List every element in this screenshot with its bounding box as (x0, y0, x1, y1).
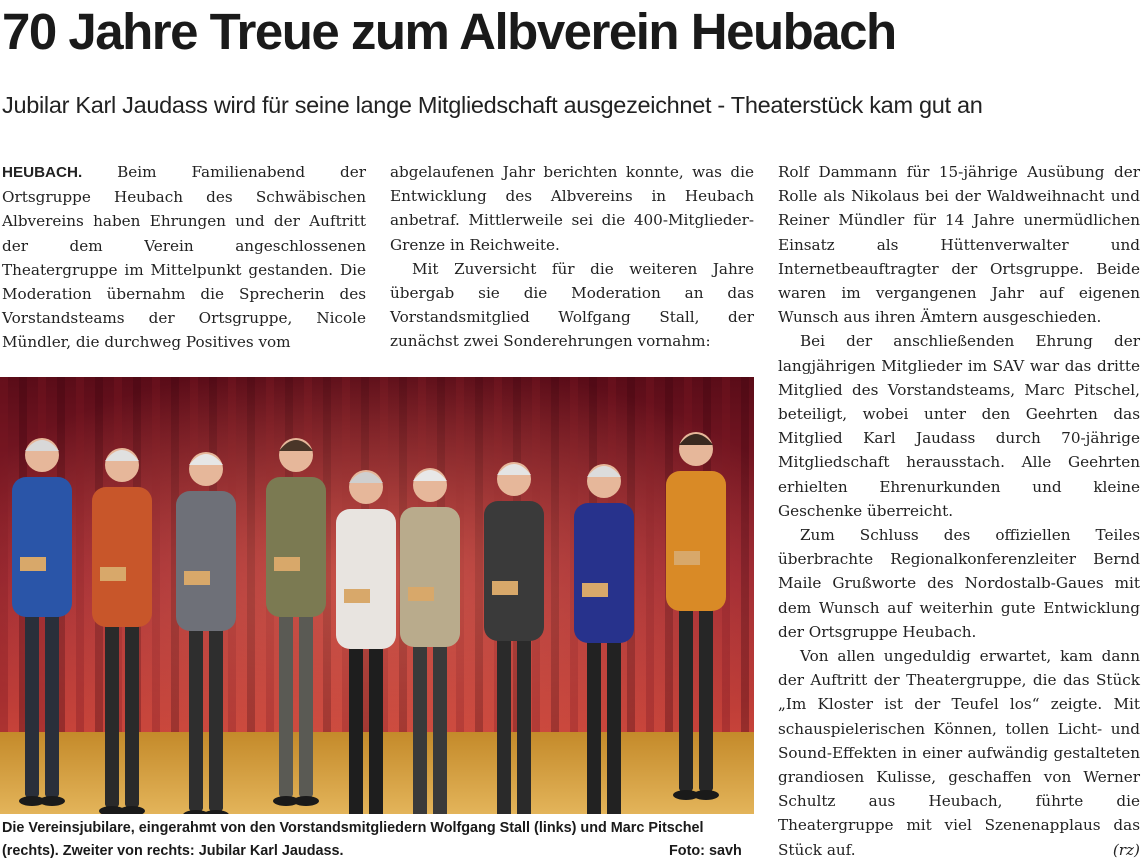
paragraph: Rolf Dammann für 15-jährige Ausübung der Rolle als Nikolaus bei der Waldweihnacht und Reiner Mündler für 14 Jahre unermüdlichen Einsatz als Hüttenverwalter und Internetbeauftragter der Ortsgruppe. Beide waren im vergangenen Jahr auf eigenen Wunsch aus ihren Ämtern ausgeschieden. (778, 163, 1140, 327)
gift-box (582, 583, 608, 597)
paragraph: abgelaufenen Jahr berichten konnte, was die Entwicklung des Albvereins in Heubach anbetraf. Mittlerweile sei die 400-Mitglieder-Grenze in Reichweite. (390, 163, 754, 254)
person-leg (607, 633, 621, 814)
person-leg (299, 607, 313, 797)
person-torso (666, 471, 726, 611)
person-leg (45, 607, 59, 797)
person-torso (266, 477, 326, 617)
person-torso (400, 507, 460, 647)
person-leg (25, 607, 39, 797)
person-leg (209, 621, 223, 811)
paragraph (2, 160, 366, 355)
dateline: HEUBACH. (2, 164, 83, 181)
person-torso (12, 477, 72, 617)
person-torso (176, 491, 236, 631)
gift-box (344, 589, 370, 603)
author-initials: (rz) (1112, 840, 1140, 859)
person-torso (92, 487, 152, 627)
person-leg (413, 637, 427, 814)
person-torso (484, 501, 544, 641)
gift-box (408, 587, 434, 601)
person-shoe (293, 796, 319, 806)
person-leg (699, 601, 713, 791)
person-leg (517, 631, 531, 814)
gift-box (20, 557, 46, 571)
paragraph-text: Von allen ungeduldig erwartet, kam dann der Auftritt der Theatergruppe, die das Stück „Im Kloster ist der Teufel los“ zeigte. Mit schauspielerischen Können, tollen Licht- und Sound-Effekten in einer aufwändig gestalteten grandiosen Kulisse, geschaffen von Werner Schultz aus Heubach, führte die Theatergruppe mit viel Szenenapplaus das Stück auf. (778, 647, 1140, 859)
person-leg (369, 639, 383, 814)
person-leg (433, 637, 447, 814)
person-leg (125, 617, 139, 807)
gift-box (184, 571, 210, 585)
article-headline: 70 Jahre Treue zum Albverein Heubach (2, 3, 896, 60)
person-leg (105, 617, 119, 807)
person-shoe (39, 796, 65, 806)
gift-box (100, 567, 126, 581)
paragraph-text: Beim Familienabend der Ortsgruppe Heubach des Schwäbischen Albvereins haben Ehrungen und der Auftritt der dem Verein angeschlossenen Theatergruppe im Mittelpunkt gestanden. Die Moderation übernahm die Sprecherin des Vorstandsteams der Ortsgruppe, Nicole Mündler, die durchweg Positives vom (2, 163, 367, 352)
paragraph: Mit Zuversicht für die weiteren Jahre übergab sie die Moderation an das Vorstandsmitglied Wolfgang Stall, der zunächst zwei Sonderehrungen vornahm: (390, 259, 754, 351)
person-leg (679, 601, 693, 791)
photo-credit: Foto: savh (669, 843, 742, 859)
article-column-2 (390, 160, 754, 354)
paragraph (778, 644, 1140, 862)
person-leg (349, 639, 363, 814)
article-column-1 (2, 160, 366, 355)
person-leg (587, 633, 601, 814)
group-photo (0, 377, 754, 814)
person-torso (336, 509, 396, 649)
person-leg (497, 631, 511, 814)
person-leg (189, 621, 203, 811)
person-leg (279, 607, 293, 797)
person-shoe (693, 790, 719, 800)
photo-illustration (0, 377, 754, 814)
person-torso (574, 503, 634, 643)
gift-box (674, 551, 700, 565)
paragraph: Bei der anschließenden Ehrung der langjährigen Mitglieder im SAV war das dritte Mitglied des Vorstandsteams, Marc Pitschel, beteiligt, wobei unter den Geehrten das Mitglied Karl Jaudass durch 70-jährige Mitgliedschaft herausstach. Alle Geehrten erhielten Ehrenurkunden und kleine Geschenke überreicht. (778, 332, 1140, 520)
article-column-3 (778, 160, 1140, 862)
photo-caption: Die Vereinsjubilare, eingerahmt von den Vorstandsmitgliedern Wolfgang Stall (links) und Marc Pitschel (rechts). Zweiter von rechts: Jubilar Karl Jaudass. (2, 820, 704, 859)
gift-box (492, 581, 518, 595)
article-subheadline: Jubilar Karl Jaudass wird für seine lange Mitgliedschaft ausgezeichnet - Theaterstück kam gut an (2, 92, 983, 118)
paragraph: Zum Schluss des offiziellen Teiles überbrachte Regionalkonferenzleiter Bernd Maile Grußworte des Nordostalb-Gaues mit dem Wunsch auf weiterhin gute Entwicklung der Ortsgruppe Heubach. (778, 526, 1140, 641)
gift-box (274, 557, 300, 571)
